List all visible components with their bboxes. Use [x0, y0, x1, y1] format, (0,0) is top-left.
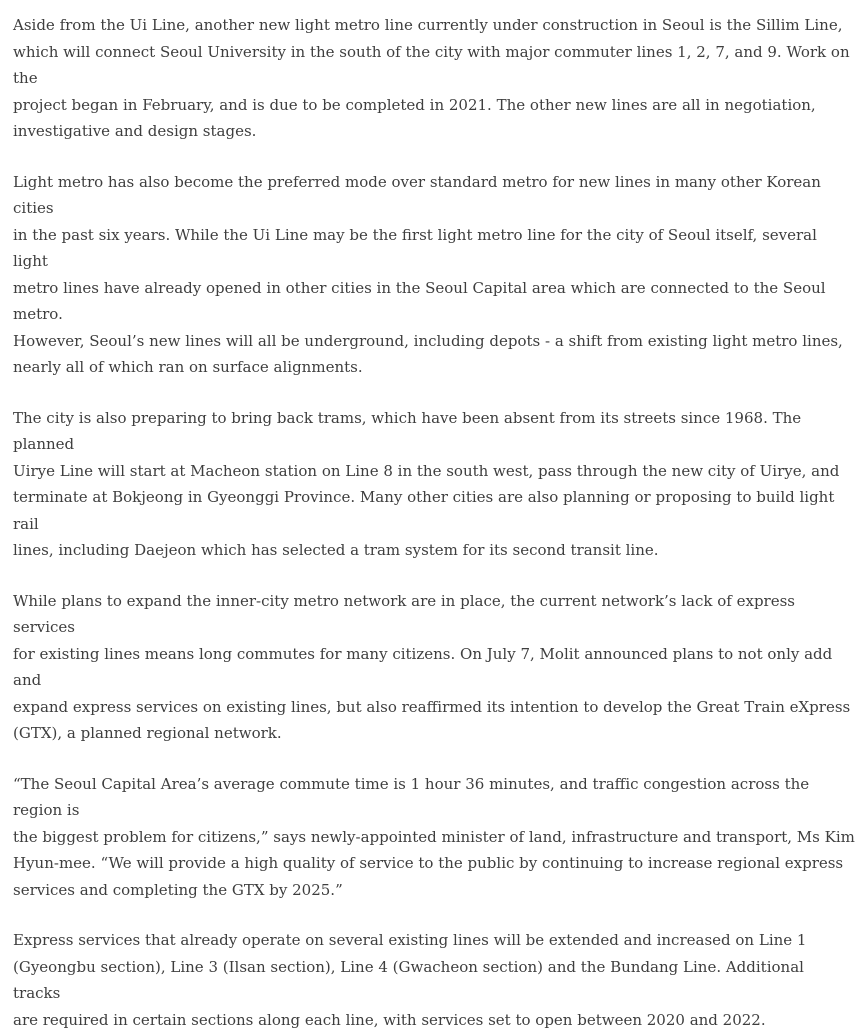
paragraph-sillim-line: Aside from the Ui Line, another new light metro line currently under construction in Seoul is the Sillim Line, which will connect Seoul University in the south of the city with major commuter lines 1, 2, 7, and 9. Work on the project began in February, and is due to be completed in 2021. The other new lines are all in negotiation, investigative and design stages. — [13, 16, 850, 140]
paragraph-extended-lines: Express services that already operate on several existing lines will be extended and increased on Line 1 (Gyeongbu section), Line 3 (Ilsan section), Line 4 (Gwacheon section) and the Bundang Line. Additional tracks are required in certain sections along each line, with services set to open between 2020 and 2022. — [13, 931, 807, 1029]
paragraph-light-metro: Light metro has also become the preferred mode over standard metro for new lines in many other Korean cities in the past six years. While the Ui Line may be the first light metro line for the city of Seoul itself, several light metro lines have already opened in other cities in the Seoul Capital area which are connected to the Seoul metro. However, Seoul’s new lines will all be underground, including depots - a shift from existing light metro lines, nearly all of which ran on surface alignments. — [13, 172, 843, 376]
paragraph-express-services: While plans to expand the inner-city metro network are in place, the current network’s lack of express services for existing lines means long commutes for many citizens. On July 7, Molit announced plans to not only add and expand express services on existing lines, but also reaffirmed its intention to develop the Great Train eXpress (GTX), a planned regional network. — [13, 591, 851, 742]
paragraph-trams: The city is also preparing to bring back trams, which have been absent from its streets since 1968. The planned Uirye Line will start at Macheon station on Line 8 in the south west, pass through the new city of Uirye, and terminate at Bokjeong in Gyeonggi Province. Many other cities are also planning or proposing to build light rail lines, including Daejeon which has selected a tram system for its second transit line. — [13, 408, 840, 559]
paragraph-minister-quote: “The Seoul Capital Area’s average commute time is 1 hour 36 minutes, and traffic congestion across the region is the biggest problem for citizens,” says newly-appointed minister of land, infrastructure and transport, Ms Kim Hyun-mee. “We will provide a high quality of service to the public by continuing to increase regional express services and completing the GTX by 2025.” — [13, 774, 855, 899]
